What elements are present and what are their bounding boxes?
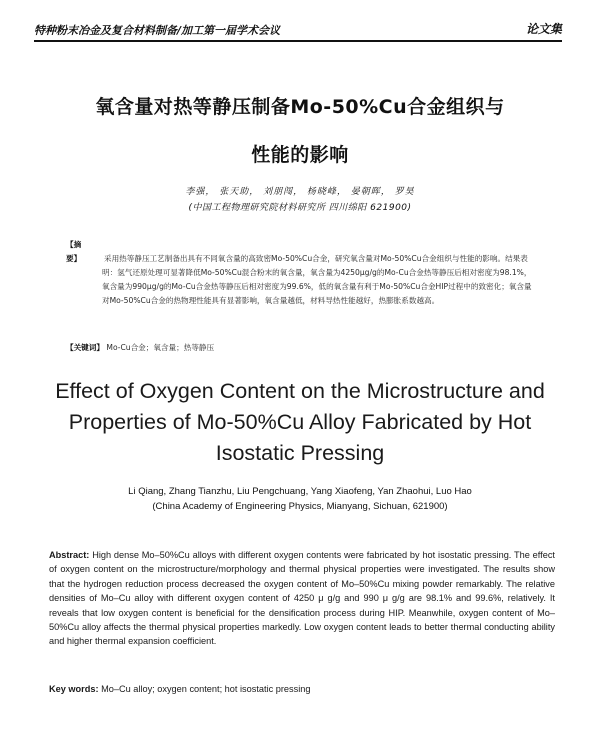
header-section-label: 论文集 [525,22,562,36]
cn-abstract-text: 采用热等静压工艺制备出具有不同氧含量的高致密Mo-50%Cu合金，研究氧含量对Mo-50%Cu合金组织与性能的影响。结果表明：氢气还原处理可显著降低Mo-50%Cu混合粉末的氧含量，氧含量为4250μg/g的Mo-Cu合金热等静压后相对密度为98.1%，氧含量为990μg/g的Mo-Cu合金热等静压后相对密度为99.6%，低的氧含量有利于Mo-50%Cu合金HIP过程中的致密化；氧含量对Mo-50%Cu合金的热物理性能具有显著影响，氧含量越低，材料导热性能越好，热膨胀系数越高。 [102,254,532,305]
en-title-line1: Effect of Oxygen Content on the Microstructure and [55,379,545,403]
cn-keywords-label: 【关键词】 [66,343,104,352]
cn-affiliation: (中国工程物理研究院材料研究所 四川绵阳 621900) [188,203,412,213]
cn-abstract-label: 【摘 要】 [66,240,89,263]
header-conference-name: 特种粉末冶金及复合材料制备/加工第一届学术会议 [34,24,281,37]
cn-authors: 李强， 张天助， 刘朋闯， 杨晓峰， 晏朝晖， 罗昊 [185,187,415,197]
en-keywords [49,684,310,694]
cn-keywords [66,342,214,353]
en-abstract-text: High dense Mo–50%Cu alloys with different oxygen contents were fabricated by hot isostatic pressing. The effect of oxygen content on the microstructure/morphology and thermal physical properties were investigated. The results show that the hydrogen reduction process decreased the oxygen content of Mo–50%Cu mixing powder remarkably. The relative densities of Mo–Cu alloy with different oxygen content of 4250 μ g/g and 990 μ g/g are 98.1% and 99.6%, relatively. It reveals that low oxygen content is beneficial for the densification process during HIP. Meanwhile, oxygen content of Mo–50%Cu alloy affects the thermal physical properties markedly. Low oxygen content leads to better thermal conducting ability and higher thermal expansion coefficient. [49,550,555,647]
en-title [40,376,560,469]
en-keywords-text: Mo–Cu alloy; oxygen content; hot isostatic pressing [101,684,311,694]
running-header [34,20,562,42]
en-title-line2: Properties of Mo-50%Cu Alloy Fabricated by Hot [68,410,532,434]
en-abstract-label: Abstract: [49,550,90,560]
cn-title-line2: 性能的影响 [251,144,349,166]
en-abstract [49,548,555,649]
cn-title-line1: 氧含量对热等静压制备Mo-50%Cu合金组织与 [95,96,505,118]
cn-keywords-text: Mo-Cu合金；氧含量；热等静压 [106,343,215,352]
cn-abstract [66,238,538,308]
en-keywords-label: Key words: [49,684,99,694]
en-authors: Li Qiang, Zhang Tianzhu, Liu Pengchuang, Yang Xiaofeng, Yan Zhaohui, Luo Hao [128,486,472,497]
en-title-line3: Isostatic Pressing [215,441,385,465]
en-affiliation: (China Academy of Engineering Physics, Mianyang, Sichuan, 621900) [152,501,448,512]
